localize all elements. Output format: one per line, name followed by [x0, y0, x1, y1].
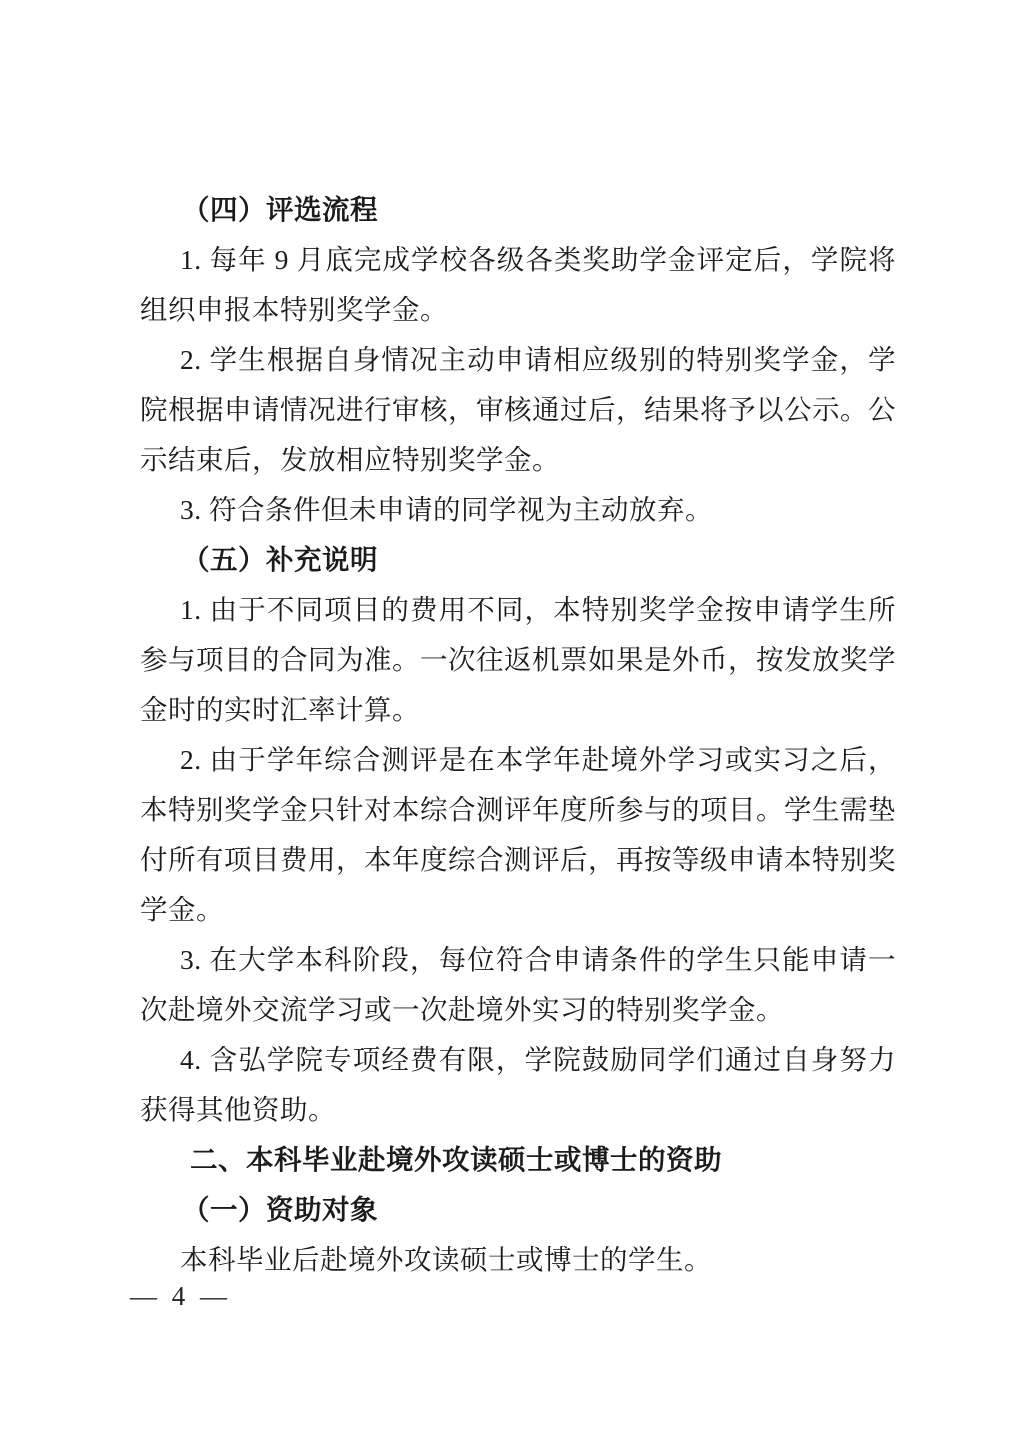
section-heading-evaluation-process: （四）评选流程 [182, 194, 378, 225]
paragraph-process-item-2: 2. 学生根据自身情况主动申请相应级别的特别奖学金，学院根据申请情况进行审核，审核通过后，结果将予以公示。公示结束后，发放相应特别奖学金。 [140, 344, 896, 475]
document-body [140, 185, 896, 1285]
paragraph-note-item-4: 4. 含弘学院专项经费有限，学院鼓励同学们通过自身努力获得其他资助。 [140, 1044, 896, 1125]
paragraph-funding-target: 本科毕业后赴境外攻读硕士或博士的学生。 [180, 1244, 712, 1275]
section-heading-supplementary-notes: （五）补充说明 [182, 544, 378, 575]
paragraph-process-item-3: 3. 符合条件但未申请的同学视为主动放弃。 [180, 494, 713, 525]
paragraph-note-item-2: 2. 由于学年综合测评是在本学年赴境外学习或实习之后，本特别奖学金只针对本综合测评年度所参与的项目。学生需垫付所有项目费用，本年度综合测评后，再按等级申请本特别奖学金。 [140, 744, 896, 925]
paragraph-note-item-3: 3. 在大学本科阶段，每位符合申请条件的学生只能申请一次赴境外交流学习或一次赴境外实习的特别奖学金。 [140, 944, 896, 1025]
page-number: — 4 — [130, 1281, 231, 1311]
paragraph-note-item-1: 1. 由于不同项目的费用不同，本特别奖学金按申请学生所参与项目的合同为准。一次往返机票如果是外币，按发放奖学金时的实时汇率计算。 [140, 594, 896, 725]
paragraph-process-item-1: 1. 每年 9 月底完成学校各级各类奖助学金评定后，学院将组织申报本特别奖学金。 [140, 244, 896, 325]
chapter-heading-graduate-funding: 二、本科毕业赴境外攻读硕士或博士的资助 [190, 1144, 722, 1175]
section-heading-funding-target: （一）资助对象 [182, 1194, 378, 1225]
